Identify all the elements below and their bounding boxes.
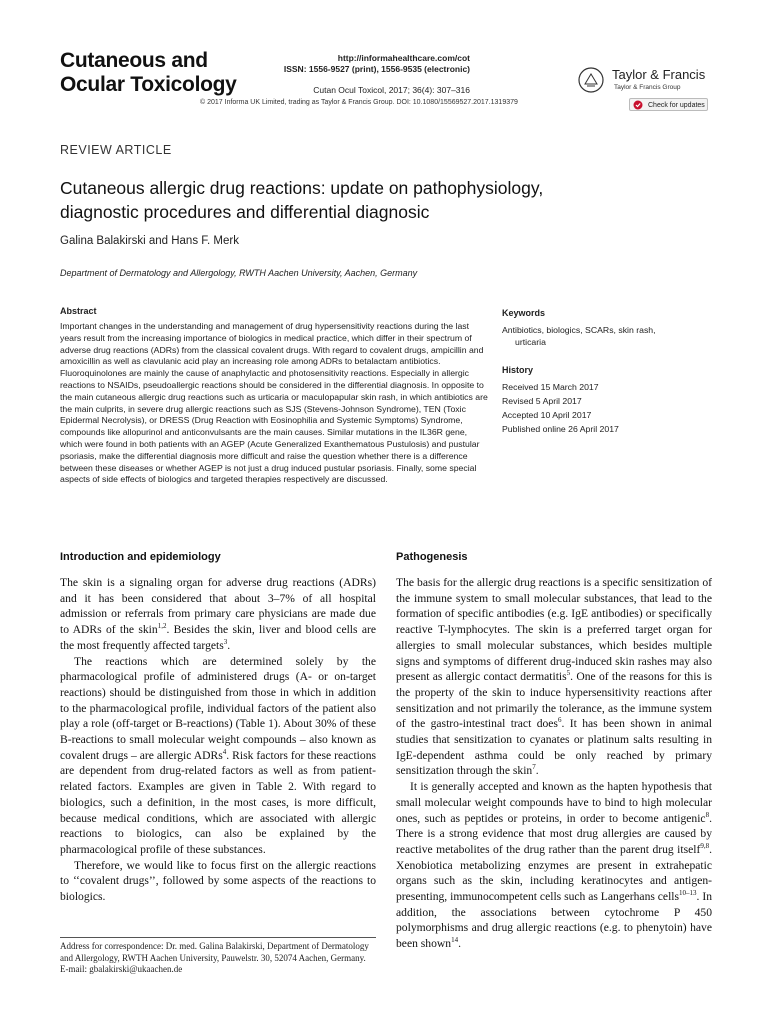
pathogenesis-paragraph-1: The basis for the allergic drug reactions is a specific sensitization of the immune system to small molecular substances, that lead to the formation of specific antibodies (e.g. IgE antibodies) or specifically reactive T-lymphocytes. The skin is a preferred target organ for allergies to small molecular substances, which besides multiple signs and symptoms of different drug-induced skin rashes may also present as allergic contact dermatitis$^5$. One of the reasons for this is the property of the skin to induce hypersensitivity reactions after sensitization and not primarily the tolerance, as the immune system of the gastro-intestinal tract does$^6$. It has been shown in animal studies that sensitization to cyanates or platinum salts resulting in IgE-dependent asthma could be only reached by primary sensitization through the skin$^7$.	[396, 576, 712, 778]
journal-title-line1: Cutaneous and	[60, 49, 208, 72]
history-received: Received 15 March 2017	[502, 382, 599, 392]
keywords-line1: Antibiotics, biologics, SCARs, skin rash,	[502, 325, 656, 335]
journal-issn: ISSN: 1556-9527 (print), 1556-9535 (electronic)	[283, 64, 470, 74]
intro-paragraph-2: The reactions which are determined solely by the pharmacological profile of administered drugs (A- or on-target reactions) should be distinguished from those in which in addition to the pharmacological profile, individual factors of the patient also play a role (off-target or B-reactions) (Table 1). About 30% of these B-reactions to small molecular weight compounds – also known as covalent drugs – are allergic ADRs$^4$. Risk factors for these reactions are dependent from drug-related factors as well as from patient-related factors. Examples are given in Table 2. With regard to biologics, such a definition, in the most cases, is more difficult, because medical conditions, which are associated with allergic reactions to biologics, can also be explained by the pharmacological profile of these substances.	[60, 654, 376, 856]
intro-heading: Introduction and epidemiology	[60, 551, 221, 563]
history-revised: Revised 5 April 2017	[502, 396, 582, 406]
journal-title	[60, 49, 237, 97]
pathogenesis-paragraph-2: It is generally accepted and known as the hapten hypothesis that small molecular weight compounds have to bind to high molecular ones, such as peptides or proteins, in order to become antigenic$^8$. There is a strong evidence that most drug allergies are caused by reactive metabolites of the drug rather than the parent drug itself$^{9,8}$. Xenobiotica metabolizing enzymes are present in extrahepatic organs such as the skin, including keratinocytes and antigen-presenting, immunocompetent cells such as Langerhans cells$^{10-13}$. In addition, the associations between cytochrome P 450 polymorphisms and drug allergic reactions (e.g. to phenytoin) have been shown$^{14}$.	[396, 780, 712, 951]
abstract-heading: Abstract	[60, 306, 97, 316]
article-title-line1: Cutaneous allergic drug reactions: update on pathophysiology,	[60, 178, 544, 198]
keywords-line2: urticaria	[515, 337, 546, 347]
article-authors: Galina Balakirski and Hans F. Merk	[60, 235, 239, 247]
copyright-line: © 2017 Informa UK Limited, trading as Taylor & Francis Group. DOI: 10.1080/15569527.2017.1319379	[200, 99, 518, 106]
article-title	[60, 176, 700, 224]
history-published: Published online 26 April 2017	[502, 424, 619, 434]
journal-citation: Cutan Ocul Toxicol, 2017; 36(4): 307–316	[313, 85, 470, 95]
publisher-name: Taylor & Francis	[612, 67, 706, 82]
check-updates-icon	[633, 100, 643, 110]
journal-url[interactable]: http://informahealthcare.com/cot	[337, 53, 470, 63]
pathogenesis-body	[396, 575, 712, 952]
pathogenesis-heading: Pathogenesis	[396, 551, 468, 563]
intro-body	[60, 575, 376, 905]
publisher-group: Taylor & Francis Group	[614, 84, 681, 91]
history-accepted: Accepted 10 April 2017	[502, 410, 592, 420]
footnote-divider	[60, 937, 376, 938]
article-type: REVIEW ARTICLE	[60, 143, 172, 157]
intro-paragraph-1: The skin is a signaling organ for adverse drug reactions (ADRs) and it has been considered that about 3–7% of all hospital admission or referrals from primary care physicians are made due to ADRs of the skin$^{1,2}$. Besides the skin, liver and blood cells are the most frequently affected targets$^3$.	[60, 576, 376, 652]
correspondence-footnote: Address for correspondence: Dr. med. Galina Balakirski, Department of Dermatology and Allergology, RWTH Aachen University, Pauwelstr. 30, 52074 Aachen, Germany. E-mail: gbalakirski@ukaachen.de	[60, 941, 369, 974]
journal-title-line2: Ocular Toxicology	[60, 73, 237, 96]
check-for-updates-button[interactable]: Check for updates	[629, 98, 708, 111]
keywords-heading: Keywords	[502, 308, 546, 318]
history-heading: History	[502, 365, 534, 375]
article-affiliation: Department of Dermatology and Allergology, RWTH Aachen University, Aachen, Germany	[60, 268, 418, 278]
article-title-line2: diagnostic procedures and differential diagnosic	[60, 202, 430, 222]
abstract-text: Important changes in the understanding and management of drug hypersensitivity reactions during the last years result from the increasing importance of biologics in medical practice, which differ in their spectrum of adverse drug reactions (ADRs) from the classical covalent drugs. With regard to covalent drugs, ampicillin and amoxicillin as well as clavulanic acid play an increasing role among ADRs to betalactam antibiotics. Fluoroquinolones are mainly the cause of anaphylactic and photosensitivity reactions. Especially in allergic reactions to NSAIDs, pseudoallergic reactions should be considered in the differential diagnosis. In opposite to the main cutaneous allergic drug reactions such as urticaria or maculopapular skin rash, in which antibiotics are the main culprits, in severe drug allergic reactions such as SJS (Stevens-Johnson Syndrome), TEN (Toxic Epidermal Necrolysis), or DRESS (Drug Reaction with Eosinophilia and Systemic Symptoms) Syndrome, compounds like allopurinol and anticonvulsants are the main causes. Similar mutations in the IL36R gene, which were found in both patients with an AGEP (Acute Generalized Exanthematous Pustulosis) and pustular psoriasis, make the differential diagnosis more difficult and raise the question whether there is a difference between these diseases or whether AGEP is not just a drug induced pustular psoriasis. Finally, some special aspects of side effects of biologics and targeted therapies respectively are discussed.	[60, 321, 488, 485]
intro-paragraph-3: Therefore, we would like to focus first on the allergic reactions to ‘‘covalent drugs’’, followed by some aspects of the reactions to biologics.	[60, 858, 376, 904]
taylor-francis-logo-icon	[578, 66, 604, 94]
